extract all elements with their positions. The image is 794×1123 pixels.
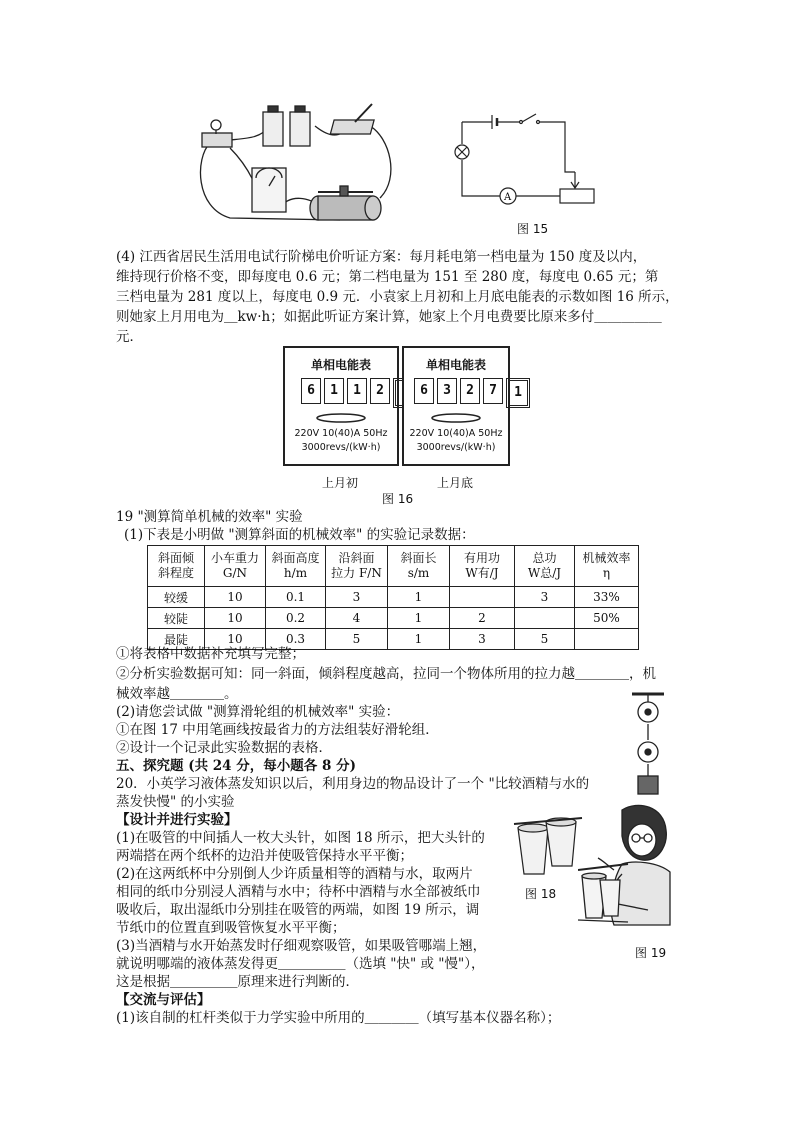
energy-meter-end [402, 346, 522, 466]
q19-part2-step1: ①在图 17 中用笔画线按最省力的方法组装好滑轮组． [116, 722, 439, 738]
meter-spec-revs: 3000revs/(kW·h) [301, 442, 381, 453]
meter-label-start: 上月初 [322, 476, 359, 490]
figure-16-caption: 图 16 [382, 492, 414, 506]
pulley-figure-17 [628, 690, 668, 810]
figure-18-caption: 图 18 [525, 887, 557, 901]
q19-step2-line2: 械效率越＿＿＿＿。 [116, 686, 238, 702]
design-step2-line3: 吸收后，取出湿纸巾分别挂在吸管的两端，如图 19 所示，调 [116, 902, 480, 918]
q19-step2-line1: ②分析实验数据可知：同一斜面，倾斜程度越高，拉同一个物体所用的拉力越＿＿＿＿，机 [116, 666, 656, 682]
table-cell: 4 [326, 608, 388, 629]
meter-spec-rating: 220V 10(40)A 50Hz [294, 428, 388, 439]
meter-digits [414, 378, 530, 408]
energy-meter-start [283, 346, 399, 466]
table-cell: 0.3 [266, 629, 326, 650]
meter-digit: 2 [370, 378, 390, 404]
table-cell: 2 [450, 608, 515, 629]
table-cell: 0.1 [266, 587, 326, 608]
q18-4-line3: 三档电量为 281 度以上，每度电 0.9 元．小袁家上月初和上月底电能表的示数如图 16 所示， [116, 289, 679, 305]
design-step2-line2: 相同的纸巾分别浸人酒精与水中；待杯中酒精与水全部被纸巾 [116, 884, 481, 900]
q18-4-line1: (4) 江西省居民生活用电试行阶梯电价听证方案：每月耗电第一档电量为 150 度及以内， [116, 249, 647, 265]
table-header-cell: 总功 W总/J [515, 546, 575, 587]
circuit-diagram-fig15 [450, 112, 610, 212]
table-header-cell: 小车重力 G/N [205, 546, 266, 587]
meter-spec-rating: 220V 10(40)A 50Hz [409, 428, 503, 439]
incline-efficiency-table [147, 545, 639, 650]
meter-disc-icon [315, 412, 367, 424]
student-experiment-figure-19 [578, 800, 674, 940]
figure-19-caption: 图 19 [635, 946, 667, 960]
table-cell: 1 [388, 608, 450, 629]
meter-digit: 3 [437, 378, 457, 404]
meter-title: 单相电能表 [310, 358, 371, 372]
table-cell: 较陡 [148, 608, 205, 629]
table-cell [575, 629, 639, 650]
q19-title: 19 "测算简单机械的效率" 实验 [116, 509, 303, 525]
table-cell [450, 587, 515, 608]
table-cell: 3 [515, 587, 575, 608]
section5-heading: 五、探究题 (共 24 分，每小题各 8 分) [116, 758, 356, 774]
table-cell: 0.2 [266, 608, 326, 629]
paper-cups-figure-18 [512, 808, 584, 880]
table-cell: 50% [575, 608, 639, 629]
meter-digit: 7 [483, 378, 503, 404]
meter-spec-revs: 3000revs/(kW·h) [416, 442, 496, 453]
q18-4-line5: 元． [116, 329, 143, 345]
table-header-cell: 机械效率 η [575, 546, 639, 587]
q20-intro-line1: 20．小英学习液体蒸发知识以后，利用身边的物品设计了一个 "比较酒精与水的 [116, 776, 590, 792]
table-cell: 10 [205, 629, 266, 650]
design-heading: 【设计并进行实验】 [116, 812, 238, 828]
design-step3-line3: 这是根据＿＿＿＿＿原理来进行判断的． [116, 974, 359, 990]
table-cell: 1 [388, 587, 450, 608]
q19-part1: (1)下表是小明做 "测算斜面的机械效率" 的实验记录数据： [124, 527, 475, 543]
table-cell: 10 [205, 587, 266, 608]
circuit-photo-figure [190, 98, 405, 233]
table-header-cell: 沿斜面 拉力 F/N [326, 546, 388, 587]
table-header-cell: 斜面倾 斜程度 [148, 546, 205, 587]
meter-disc-icon [430, 412, 482, 424]
table-row [148, 587, 639, 608]
q19-step1: ①将表格中数据补充填写完整； [116, 646, 305, 662]
table-cell [515, 608, 575, 629]
design-step3-line1: (3)当酒精与水开始蒸发时仔细观察吸管，如果吸管哪端上翘， [116, 938, 487, 954]
table-cell: 5 [326, 629, 388, 650]
design-step3-line2: 就说明哪端的液体蒸发得更＿＿＿＿＿（选填 "快" 或 "慢"）， [116, 956, 485, 972]
table-header-cell: 有用功 W有/J [450, 546, 515, 587]
meter-digit: 2 [460, 378, 480, 404]
table-cell: 最陡 [148, 629, 205, 650]
meter-digit: 1 [324, 378, 344, 404]
meter-digits [301, 378, 417, 408]
design-step2-line1: (2)在这两纸杯中分别倒人少许质量相等的酒精与水，取两片 [116, 866, 473, 882]
design-step1-line1: (1)在吸管的中间插人一枚大头针，如图 18 所示，把大头针的 [116, 830, 485, 846]
table-cell: 3 [326, 587, 388, 608]
q19-part2: (2)请您尝试做 "测算滑轮组的机械效率" 实验： [116, 704, 400, 720]
evaluation-heading: 【交流与评估】 [116, 992, 211, 1008]
table-header-cell: 斜面长 s/m [388, 546, 450, 587]
table-row [148, 608, 639, 629]
table-header-row [148, 546, 639, 587]
table-cell: 3 [450, 629, 515, 650]
q18-4-line2: 维持现行价格不变，即每度电 0.6 元；第二档电量为 151 至 280 度，每度电 0.65 元；第 [116, 269, 659, 285]
meter-digit: 6 [414, 378, 434, 404]
design-step2-line4: 节纸巾的位置直到吸管恢复水平平衡； [116, 920, 346, 936]
q18-4-line4: 则她家上月用电为＿kw·h；如据此听证方案计算，她家上个月电费要比原来多付＿＿＿＿＿ [116, 309, 662, 325]
meter-digit-decimal: 1 [506, 378, 530, 408]
meter-label-end: 上月底 [437, 476, 474, 490]
table-cell: 较缓 [148, 587, 205, 608]
table-cell: 10 [205, 608, 266, 629]
design-step1-line2: 两端搭在两个纸杯的边沿并使吸管保持水平平衡； [116, 848, 413, 864]
meter-digit: 6 [301, 378, 321, 404]
table-header-cell: 斜面高度 h/m [266, 546, 326, 587]
meter-digit: 1 [347, 378, 367, 404]
q20-intro-line2: 蒸发快慢" 的小实验 [116, 794, 235, 810]
meter-title: 单相电能表 [425, 358, 486, 372]
table-cell: 33% [575, 587, 639, 608]
table-cell: 1 [388, 629, 450, 650]
evaluation-q1: (1)该自制的杠杆类似于力学实验中所用的＿＿＿＿（填写基本仪器名称）； [116, 1010, 561, 1026]
table-cell: 5 [515, 629, 575, 650]
ammeter-label: A [504, 192, 512, 203]
q19-part2-step2: ②设计一个记录此实验数据的表格． [116, 740, 332, 756]
figure-15-caption: 图 15 [517, 222, 549, 236]
